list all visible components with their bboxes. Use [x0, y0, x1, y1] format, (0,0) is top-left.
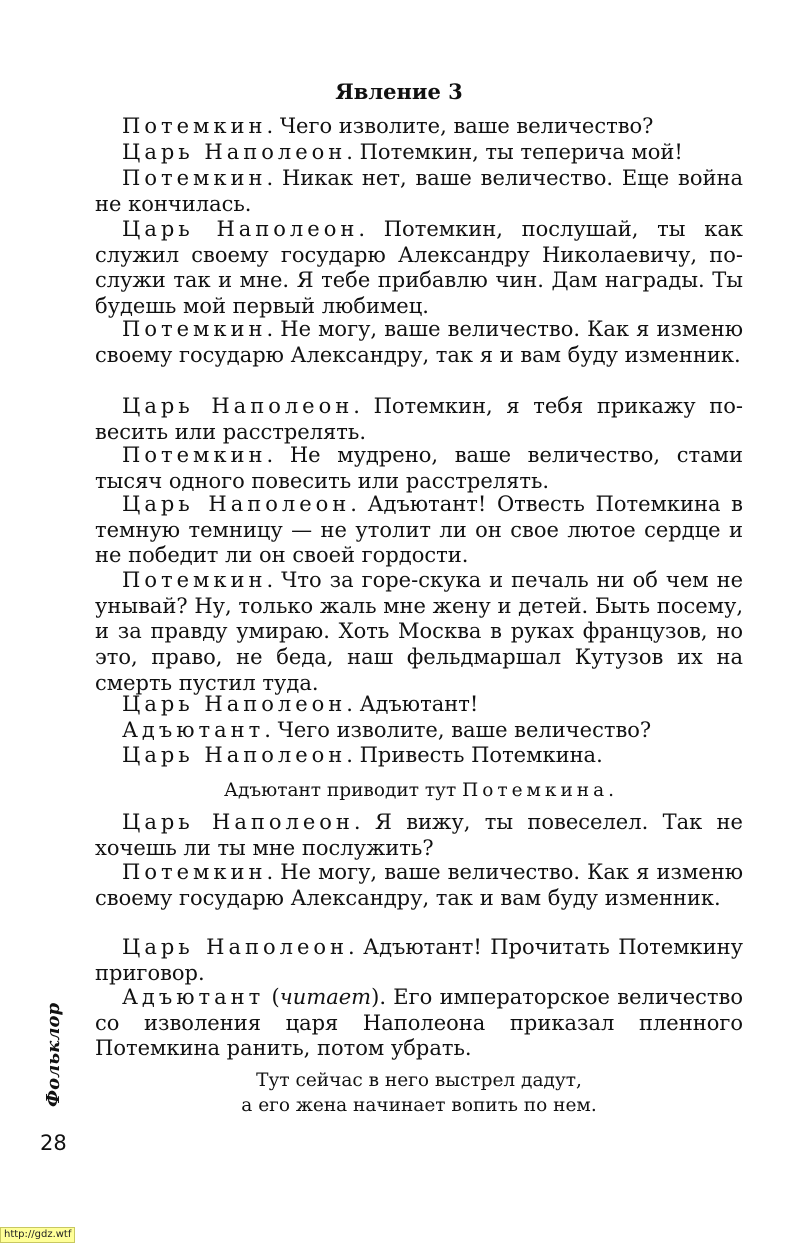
dialogue-line	[95, 394, 743, 445]
stage-remark: читает	[279, 985, 372, 1009]
line-text: . Я вижу, ты повеселел. Так не хочешь ли ты мне послужить?	[95, 810, 743, 860]
dialogue-line	[95, 743, 743, 769]
dialogue-line	[95, 568, 743, 697]
speaker-name: Адъютант	[122, 985, 265, 1009]
dialogue-line	[95, 140, 743, 166]
line-text: . Адъютант! Прочитать Потемкину приговор.	[95, 935, 744, 985]
dialogue-line	[95, 317, 743, 368]
speaker-name: Потемкин	[122, 860, 267, 884]
line-text: . Что за горе-скука и печаль ни об чем не унывай? Ну, только жаль мне жену и детей. Быть посему, и за правду умираю. Хоть Москва в руках французов, но это, право, не беда, наш фельдмаршал Кутузов их на смерть пустил туда.	[95, 568, 743, 695]
dialogue-line	[95, 935, 743, 986]
line-text: . Никак нет, ваше величество. Еще война не кончилась.	[95, 166, 743, 216]
dialogue-line: Адъютант (читает). Его императорское величество со изволения царя Наполеона приказал пленного Потемкина ранить, потом убрать.	[95, 985, 743, 1061]
speaker-name: Царь Наполеон	[122, 935, 349, 959]
watermark-link[interactable]: http://gdz.wtf	[0, 1227, 75, 1243]
line-text: . Потемкин, послушай, ты как служил своему государю Александру Николаевичу, послужи так и мне. Я тебе прибавлю чин. Дам награды. Ты будешь мой первый любимец.	[95, 217, 743, 319]
speaker-name: Потемкин	[122, 166, 267, 190]
line-text: . Адъютант!	[346, 692, 479, 716]
speaker-name: Царь Наполеон	[122, 217, 359, 241]
speaker-name: Царь Наполеон	[122, 492, 351, 516]
line-text: . Чего изволите, ваше величество?	[264, 718, 652, 742]
line-text: . Адъютант! Отвесть Потемкина в темную темницу — не утолит ли он свое лютое сердце и не победит ли он своей гордости.	[95, 492, 743, 568]
dialogue-line	[95, 718, 743, 744]
line-text: . Потемкин, ты теперича мой!	[346, 140, 683, 164]
line-text: . Привесть Потемкина.	[346, 743, 603, 767]
dialogue-line	[95, 166, 743, 217]
dialogue-line	[95, 217, 743, 320]
speaker-name: Царь Наполеон	[122, 692, 347, 716]
stage-direction-closing	[95, 1068, 743, 1118]
speaker-name: Царь Наполеон	[122, 394, 354, 418]
line-text: . Потемкин, я тебя прикажу повесить или расстрелять.	[95, 394, 744, 444]
dialogue-line	[95, 114, 743, 140]
stage-direction-line: а его жена начинает вопить по нем.	[241, 1095, 597, 1116]
speaker-name: Царь Наполеон	[122, 743, 347, 767]
dialogue-line	[95, 492, 743, 569]
stage-direction-line: Тут сейчас в него выстрел дадут,	[256, 1070, 582, 1091]
page-number: 28	[40, 1131, 67, 1155]
dialogue-line	[95, 860, 743, 911]
line-text: . Не могу, ваше величество. Как я изменю своему государю Александру, так и вам буду изменник.	[95, 860, 743, 910]
section-side-label: Фольклор	[43, 1002, 64, 1107]
speaker-name: Потемкин	[122, 568, 267, 592]
stage-direction-name: Потемкина	[462, 780, 609, 801]
dialogue-line	[95, 443, 743, 494]
dialogue-line	[95, 692, 743, 718]
speaker-name: Царь Наполеон	[122, 810, 354, 834]
line-text: . Его императорское величество со изволения царя Наполеона приказал пленного Потемкина ранить, потом убрать.	[95, 985, 743, 1061]
speaker-name: Потемкин	[122, 317, 267, 341]
scene-heading: Явление 3	[335, 79, 463, 104]
line-text: . Не могу, ваше величество. Как я изменю своему государю Александру, так я и вам буду изменник.	[95, 317, 743, 367]
speaker-name: Потемкин	[122, 114, 267, 138]
speaker-name: Царь Наполеон	[122, 140, 347, 164]
dialogue-line	[95, 810, 743, 861]
line-text: . Чего изволите, ваше величество?	[266, 114, 654, 138]
line-text: . Не мудрено, ваше величество, стами тысяч одного повесить или расстрелять.	[95, 443, 743, 493]
stage-direction-text: Адъютант приводит тут	[223, 780, 463, 801]
stage-direction-end: .	[608, 780, 615, 801]
stage-direction	[95, 778, 743, 803]
speaker-name: Адъютант	[122, 718, 265, 742]
speaker-name: Потемкин	[122, 443, 267, 467]
